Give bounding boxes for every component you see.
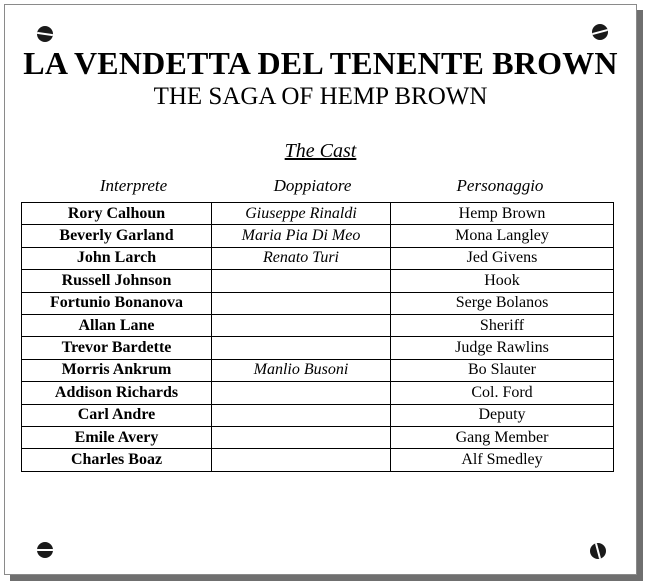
table-row <box>22 404 614 426</box>
table-row <box>22 337 614 359</box>
cast-actor-cell: Fortunio Bonanova <box>22 292 212 314</box>
table-row <box>22 382 614 404</box>
cast-role-cell: Judge Rawlins <box>391 337 614 359</box>
cast-voice-cell: Giuseppe Rinaldi <box>212 203 391 225</box>
cast-actor-cell: Beverly Garland <box>22 225 212 247</box>
screw-icon <box>592 24 608 40</box>
cast-voice-cell: Renato Turi <box>212 247 391 269</box>
cast-plaque <box>4 4 637 575</box>
table-row <box>22 314 614 336</box>
cast-actor-cell: Trevor Bardette <box>22 337 212 359</box>
table-row <box>22 270 614 292</box>
cast-actor-cell: Emile Avery <box>22 426 212 448</box>
cast-voice-cell <box>212 404 391 426</box>
cast-voice-cell <box>212 270 391 292</box>
cast-actor-cell: Rory Calhoun <box>22 203 212 225</box>
cast-voice-cell <box>212 337 391 359</box>
table-row <box>22 247 614 269</box>
cast-role-cell: Serge Bolanos <box>391 292 614 314</box>
table-row <box>22 426 614 448</box>
cast-voice-cell <box>212 426 391 448</box>
cast-role-cell: Jed Givens <box>391 247 614 269</box>
cast-voice-cell <box>212 314 391 336</box>
cast-role-cell: Deputy <box>391 404 614 426</box>
cast-role-cell: Hemp Brown <box>391 203 614 225</box>
cast-voice-cell <box>212 449 391 471</box>
cast-actor-cell: Charles Boaz <box>22 449 212 471</box>
cast-voice-cell: Maria Pia Di Meo <box>212 225 391 247</box>
column-header-actor: Interprete <box>99 176 168 195</box>
screw-icon <box>37 542 53 558</box>
column-header-role: Personaggio <box>456 176 544 195</box>
column-header-voice: Doppiatore <box>273 176 352 195</box>
page-title: LA VENDETTA DEL TENENTE BROWN <box>23 45 618 81</box>
cast-actor-cell: John Larch <box>22 247 212 269</box>
cast-role-cell: Mona Langley <box>391 225 614 247</box>
cast-voice-cell: Manlio Busoni <box>212 359 391 381</box>
screw-icon <box>37 26 53 42</box>
cast-role-cell: Col. Ford <box>391 382 614 404</box>
cast-voice-cell <box>212 382 391 404</box>
cast-actor-cell: Addison Richards <box>22 382 212 404</box>
cast-role-cell: Gang Member <box>391 426 614 448</box>
table-row <box>22 449 614 471</box>
cast-actor-cell: Allan Lane <box>22 314 212 336</box>
table-row <box>22 203 614 225</box>
cast-table <box>21 202 614 472</box>
table-row <box>22 292 614 314</box>
cast-table-body <box>22 203 614 472</box>
cast-voice-cell <box>212 292 391 314</box>
page-subtitle: THE SAGA OF HEMP BROWN <box>153 83 488 110</box>
cast-actor-cell: Carl Andre <box>22 404 212 426</box>
cast-role-cell: Hook <box>391 270 614 292</box>
cast-heading: The Cast <box>284 140 357 162</box>
table-row <box>22 225 614 247</box>
screw-icon <box>590 543 606 559</box>
cast-role-cell: Bo Slauter <box>391 359 614 381</box>
cast-role-cell: Sheriff <box>391 314 614 336</box>
cast-role-cell: Alf Smedley <box>391 449 614 471</box>
cast-actor-cell: Morris Ankrum <box>22 359 212 381</box>
cast-actor-cell: Russell Johnson <box>22 270 212 292</box>
table-row <box>22 359 614 381</box>
